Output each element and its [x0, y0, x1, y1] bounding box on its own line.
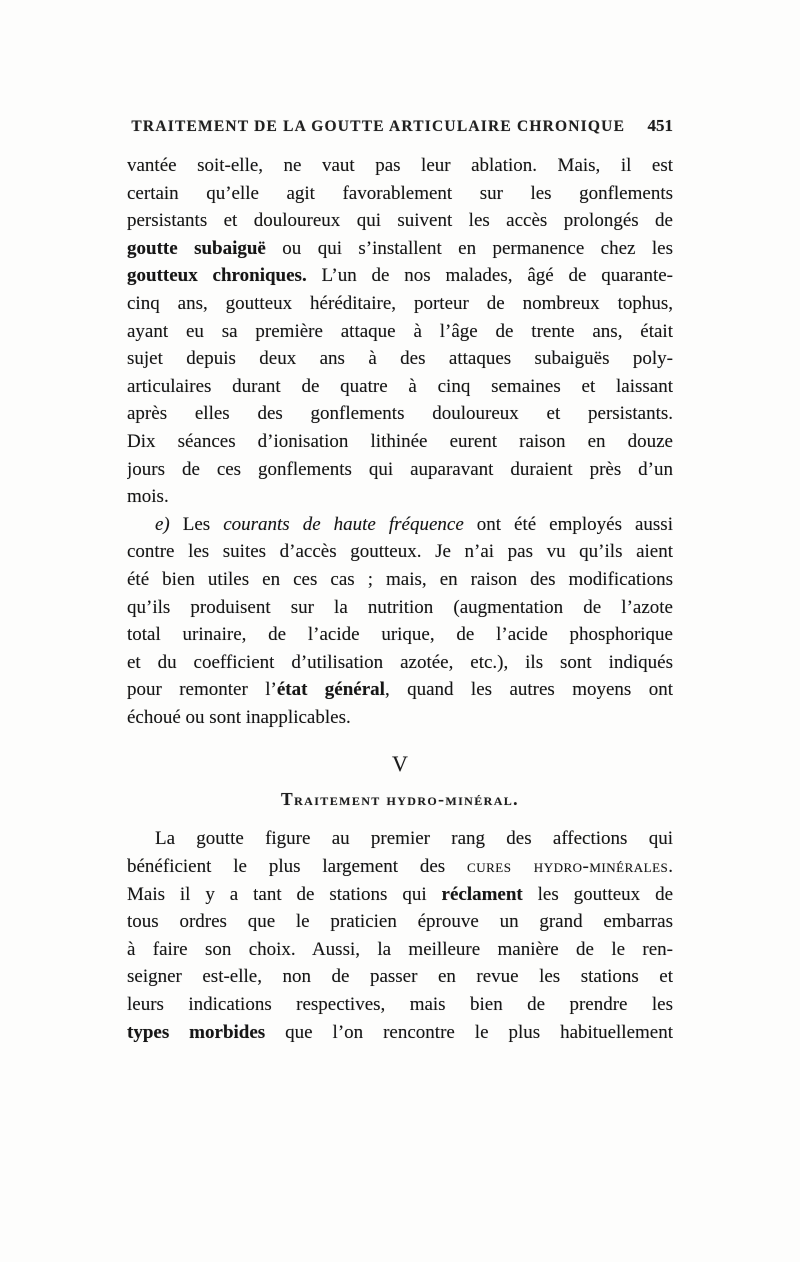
text-segment: Mais il y a tant de stations qui: [127, 883, 442, 905]
text-segment: bénéficient le plus largement des: [127, 856, 468, 878]
text-segment: ont été employés aussi: [463, 513, 673, 535]
text-segment: état général: [276, 679, 385, 701]
text-segment: à faire son choix. Aussi, la meilleure manière de le ren-: [127, 938, 673, 960]
text-line: [127, 881, 673, 909]
text-segment: certain qu’elle agit favorablement sur les gonflements: [127, 182, 673, 204]
text-segment: goutteux chroniques.: [127, 265, 307, 287]
body-text: [127, 152, 673, 1046]
text-segment: qu’ils produisent sur la nutrition (augmentation de l’azote: [127, 596, 673, 618]
page-number: 451: [647, 116, 673, 135]
text-line: [127, 180, 673, 208]
text-segment: jours de ces gonflements qui auparavant duraient près d’un: [127, 458, 673, 480]
text-segment: Dix séances d’ionisation lithinée eurent raison en douze: [127, 430, 673, 452]
text-line: [127, 991, 673, 1019]
text-line: [127, 456, 673, 484]
text-segment: cinq ans, goutteux héréditaire, porteur de nombreux tophus,: [127, 292, 673, 314]
text-line: [127, 538, 673, 566]
running-header: [127, 116, 673, 136]
text-line: [127, 318, 673, 346]
text-line: [127, 649, 673, 677]
paragraph-high-frequency-currents: [127, 511, 673, 732]
text-segment: persistants et douloureux qui suivent les accès prolongés de: [127, 210, 673, 232]
text-line: [127, 511, 673, 539]
text-segment: tous ordres que le praticien éprouve un grand embarras: [127, 911, 673, 933]
text-segment: et du coefficient d’utilisation azotée, etc.), ils sont indiqués: [127, 651, 673, 673]
text-line: [127, 908, 673, 936]
text-segment: que l’on rencontre le plus habituellement: [265, 1021, 673, 1043]
text-segment: articulaires durant de quatre à cinq semaines et laissant: [127, 375, 673, 397]
text-line: [127, 207, 673, 235]
text-segment: La goutte figure au premier rang des affections qui: [155, 828, 673, 850]
text-line: [127, 825, 673, 853]
text-segment: vantée soit-elle, ne vaut pas leur ablation. Mais, il est: [127, 155, 673, 176]
text-segment: seigner est-elle, non de passer en revue les stations et: [127, 966, 673, 988]
text-segment: pour remonter l’: [127, 679, 277, 701]
text-segment: courants de haute fréquence: [223, 513, 464, 535]
text-line: [127, 704, 673, 732]
text-line: [127, 853, 673, 881]
text-segment: les goutteux de: [522, 883, 673, 905]
running-header-title: TRAITEMENT DE LA GOUTTE ARTICULAIRE CHRONIQUE: [131, 118, 626, 135]
text-line: [127, 963, 673, 991]
text-segment: L’un de nos malades, âgé de quarante-: [306, 265, 673, 287]
text-line: [127, 936, 673, 964]
text-line: [127, 152, 673, 180]
text-segment: après elles des gonflements douloureux et persistants.: [127, 403, 673, 425]
text-segment: total urinaire, de l’acide urique, de l’acide phosphorique: [127, 624, 673, 646]
text-segment: réclament: [441, 883, 523, 905]
text-segment: e): [155, 513, 170, 535]
text-line: [127, 373, 673, 401]
section-number: V: [392, 751, 408, 777]
text-line: [127, 400, 673, 428]
paragraph-hydro-mineral-intro: [127, 825, 673, 1046]
text-segment: mois.: [127, 486, 169, 508]
text-line: [127, 676, 673, 704]
text-line: [127, 566, 673, 594]
text-segment: contre les suites d’accès goutteux. Je n’ai pas vu qu’ils aient: [127, 541, 673, 563]
text-line: [127, 262, 673, 290]
text-segment: .: [668, 856, 673, 878]
text-line: [127, 428, 673, 456]
text-segment: Les: [169, 513, 224, 535]
text-segment: leurs indications respectives, mais bien de prendre les: [127, 994, 673, 1016]
section-heading: Traitement hydro-minéral.: [281, 789, 519, 810]
text-segment: goutte subaiguë: [127, 237, 266, 259]
text-segment: sujet depuis deux ans à des attaques subaiguës poly-: [127, 348, 673, 370]
text-segment: ou qui s’installent en permanence chez les: [265, 237, 673, 259]
text-line: [127, 235, 673, 263]
text-line: [127, 483, 673, 511]
text-segment: , quand les autres moyens ont: [384, 679, 673, 701]
text-line: [127, 621, 673, 649]
text-segment: cures hydro-minérales: [467, 856, 669, 878]
text-line: [127, 345, 673, 373]
text-segment: types morbides: [127, 1021, 266, 1043]
text-line: [127, 1019, 673, 1047]
text-segment: été bien utiles en ces cas ; mais, en raison des modifications: [127, 568, 673, 590]
text-line: [127, 290, 673, 318]
text-segment: ayant eu sa première attaque à l’âge de trente ans, était: [127, 320, 673, 342]
paragraph-continuation: [127, 152, 673, 511]
text-line: [127, 594, 673, 622]
text-segment: échoué ou sont inapplicables.: [127, 706, 351, 728]
